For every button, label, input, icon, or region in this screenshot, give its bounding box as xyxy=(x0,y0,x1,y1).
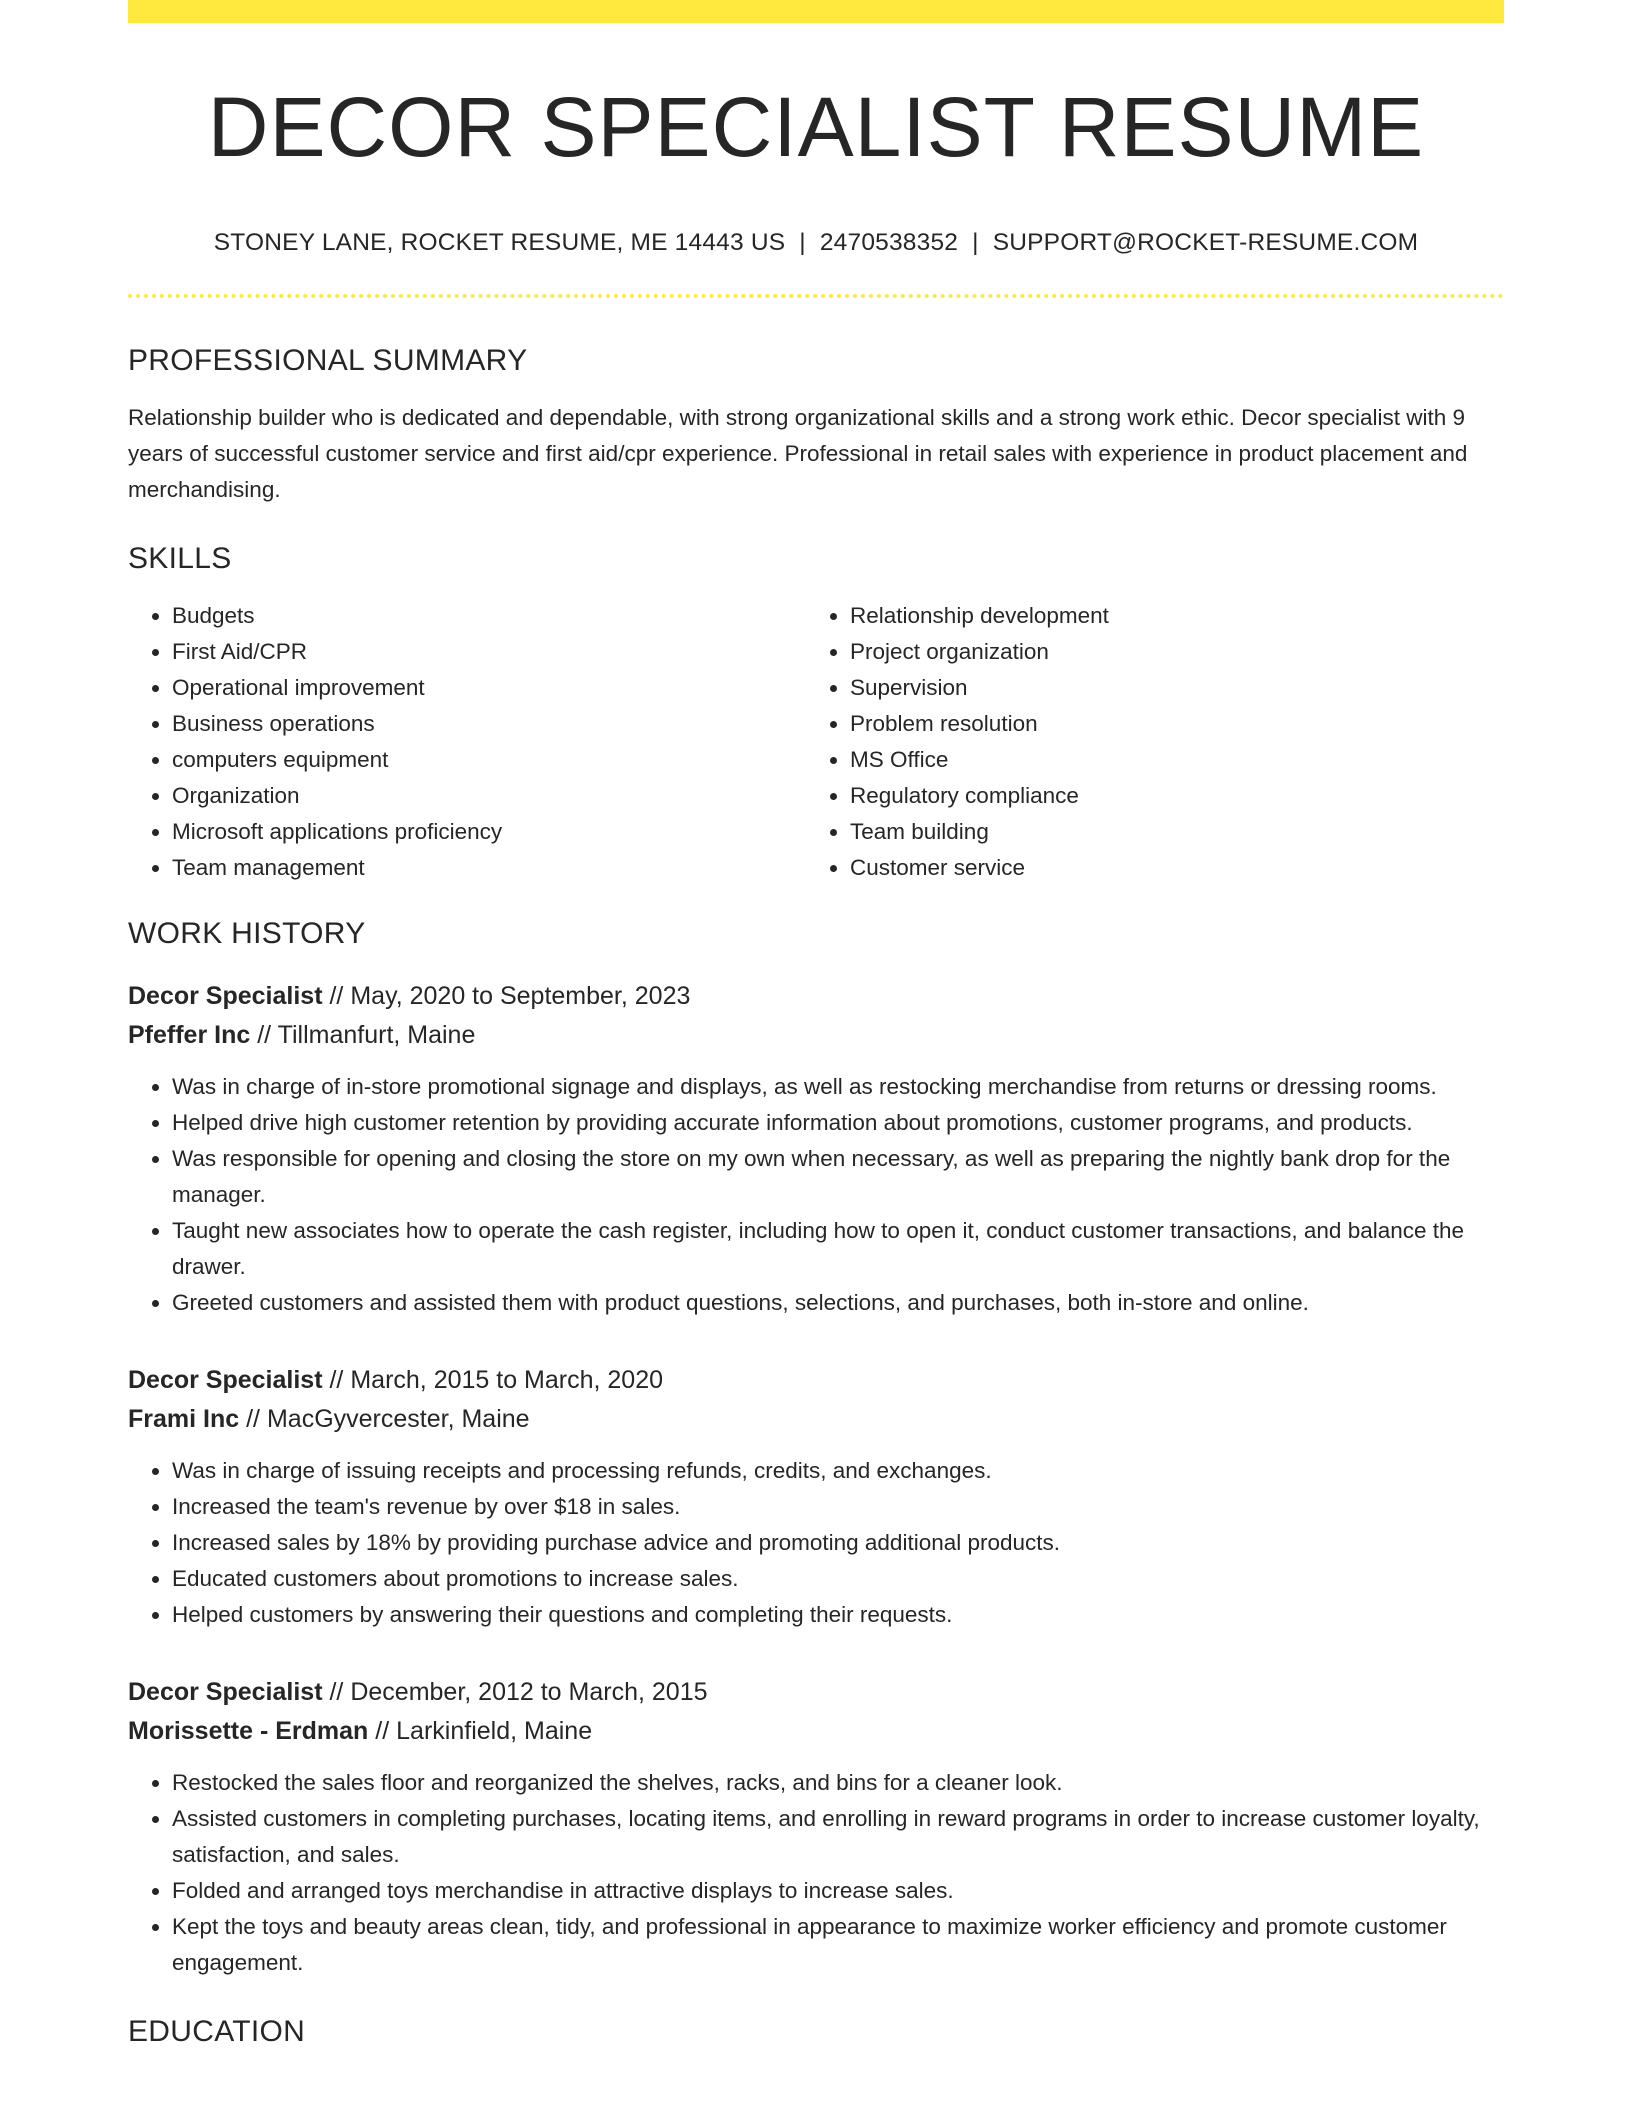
job-title-line xyxy=(128,1361,1504,1400)
job-entry xyxy=(128,1673,1504,1981)
contact-separator: | xyxy=(799,229,806,256)
job-bullet: • Increased sales by 18% by providing purchase advice and promoting additional products. xyxy=(172,1525,1504,1561)
skill-item: • Regulatory compliance xyxy=(850,778,1484,814)
job-separator: // xyxy=(257,1020,272,1049)
skill-item: • Team management xyxy=(172,850,806,886)
education-heading: EDUCATION xyxy=(128,2014,306,2048)
job-entry xyxy=(128,1361,1504,1633)
job-title: Decor Specialist xyxy=(128,1365,323,1394)
skills-grid xyxy=(128,598,1504,886)
skill-item: • Project organization xyxy=(850,634,1484,670)
contact-email: SUPPORT@ROCKET-RESUME.COM xyxy=(992,229,1419,256)
resume-page xyxy=(128,0,1504,2047)
job-title-line xyxy=(128,1673,1504,1712)
skills-heading: SKILLS xyxy=(128,541,232,575)
skill-item: • First Aid/CPR xyxy=(172,634,806,670)
skill-item: • Budgets xyxy=(172,598,806,634)
job-separator: // xyxy=(329,1677,344,1706)
dotted-divider xyxy=(128,294,1504,298)
job-separator: // xyxy=(375,1716,390,1745)
contact-address: STONEY LANE, ROCKET RESUME, ME 14443 US xyxy=(213,229,786,256)
job-separator: // xyxy=(329,981,344,1010)
job-dates: March, 2015 to March, 2020 xyxy=(350,1365,664,1394)
job-company-line xyxy=(128,1016,1504,1055)
job-title-line xyxy=(128,977,1504,1016)
job-location: MacGyvercester, Maine xyxy=(266,1404,530,1433)
skill-item: • Business operations xyxy=(172,706,806,742)
skill-item: • Problem resolution xyxy=(850,706,1484,742)
job-bullet: • Was in charge of in-store promotional signage and displays, as well as restocking merchandise from returns or dressing rooms. xyxy=(172,1069,1504,1105)
skill-item: • Relationship development xyxy=(850,598,1484,634)
contact-phone: 2470538352 xyxy=(819,229,959,256)
job-company: Frami Inc xyxy=(128,1404,240,1433)
job-bullet: • Restocked the sales floor and reorganized the shelves, racks, and bins for a cleaner look. xyxy=(172,1765,1504,1801)
skill-item: • Customer service xyxy=(850,850,1484,886)
job-separator: // xyxy=(246,1404,261,1433)
skill-item: • Microsoft applications proficiency xyxy=(172,814,806,850)
job-bullet: • Helped drive high customer retention by providing accurate information about promotions, customer programs, and products. xyxy=(172,1105,1504,1141)
job-bullet: • Was in charge of issuing receipts and processing refunds, credits, and exchanges. xyxy=(172,1453,1504,1489)
job-bullet: • Helped customers by answering their questions and completing their requests. xyxy=(172,1597,1504,1633)
job-separator: // xyxy=(329,1365,344,1394)
job-company-line xyxy=(128,1400,1504,1439)
job-location: Larkinfield, Maine xyxy=(396,1716,593,1745)
job-bullet: • Folded and arranged toys merchandise in attractive displays to increase sales. xyxy=(172,1873,1504,1909)
job-bullets xyxy=(128,1765,1504,1981)
skill-item: • computers equipment xyxy=(172,742,806,778)
job-location: Tillmanfurt, Maine xyxy=(277,1020,476,1049)
skills-list-right xyxy=(806,598,1484,886)
skill-item: • Operational improvement xyxy=(172,670,806,706)
job-dates: May, 2020 to September, 2023 xyxy=(350,981,691,1010)
job-bullets xyxy=(128,1453,1504,1633)
top-accent-bar xyxy=(128,0,1504,23)
job-bullet: • Was responsible for opening and closing the store on my own when necessary, as well as preparing the nightly bank drop for the manager. xyxy=(172,1141,1504,1213)
job-bullet: • Assisted customers in completing purchases, locating items, and enrolling in reward programs in order to increase customer loyalty, satisfaction, and sales. xyxy=(172,1801,1504,1873)
job-bullet: • Greeted customers and assisted them with product questions, selections, and purchases, both in-store and online. xyxy=(172,1285,1504,1321)
job-bullet: • Educated customers about promotions to increase sales. xyxy=(172,1561,1504,1597)
document-title: DECOR SPECIALIST RESUME xyxy=(207,80,1425,174)
contact-separator: | xyxy=(972,229,979,256)
job-title: Decor Specialist xyxy=(128,981,323,1010)
skill-item: • MS Office xyxy=(850,742,1484,778)
job-company-line xyxy=(128,1712,1504,1751)
job-title: Decor Specialist xyxy=(128,1677,323,1706)
job-bullet: • Increased the team's revenue by over $18 in sales. xyxy=(172,1489,1504,1525)
job-bullets xyxy=(128,1069,1504,1321)
work-history-heading: WORK HISTORY xyxy=(128,916,366,950)
job-company: Morissette - Erdman xyxy=(128,1716,369,1745)
job-company: Pfeffer Inc xyxy=(128,1020,251,1049)
summary-text: Relationship builder who is dedicated and dependable, with strong organizational skills and a strong work ethic. Decor specialist with 9 years of successful customer service and first aid/cpr experience. Professional in retail sales with experience in product placement and merchandising. xyxy=(128,404,1468,502)
job-entry xyxy=(128,977,1504,1321)
skill-item: • Team building xyxy=(850,814,1484,850)
job-dates: December, 2012 to March, 2015 xyxy=(350,1677,708,1706)
skill-item: • Organization xyxy=(172,778,806,814)
job-bullet: • Taught new associates how to operate the cash register, including how to open it, conduct customer transactions, and balance the drawer. xyxy=(172,1213,1504,1285)
summary-heading: PROFESSIONAL SUMMARY xyxy=(128,343,528,377)
skill-item: • Supervision xyxy=(850,670,1484,706)
contact-line xyxy=(128,231,1504,256)
skills-list-left xyxy=(128,598,806,886)
job-bullet: • Kept the toys and beauty areas clean, tidy, and professional in appearance to maximize worker efficiency and promote customer engagement. xyxy=(172,1909,1504,1981)
